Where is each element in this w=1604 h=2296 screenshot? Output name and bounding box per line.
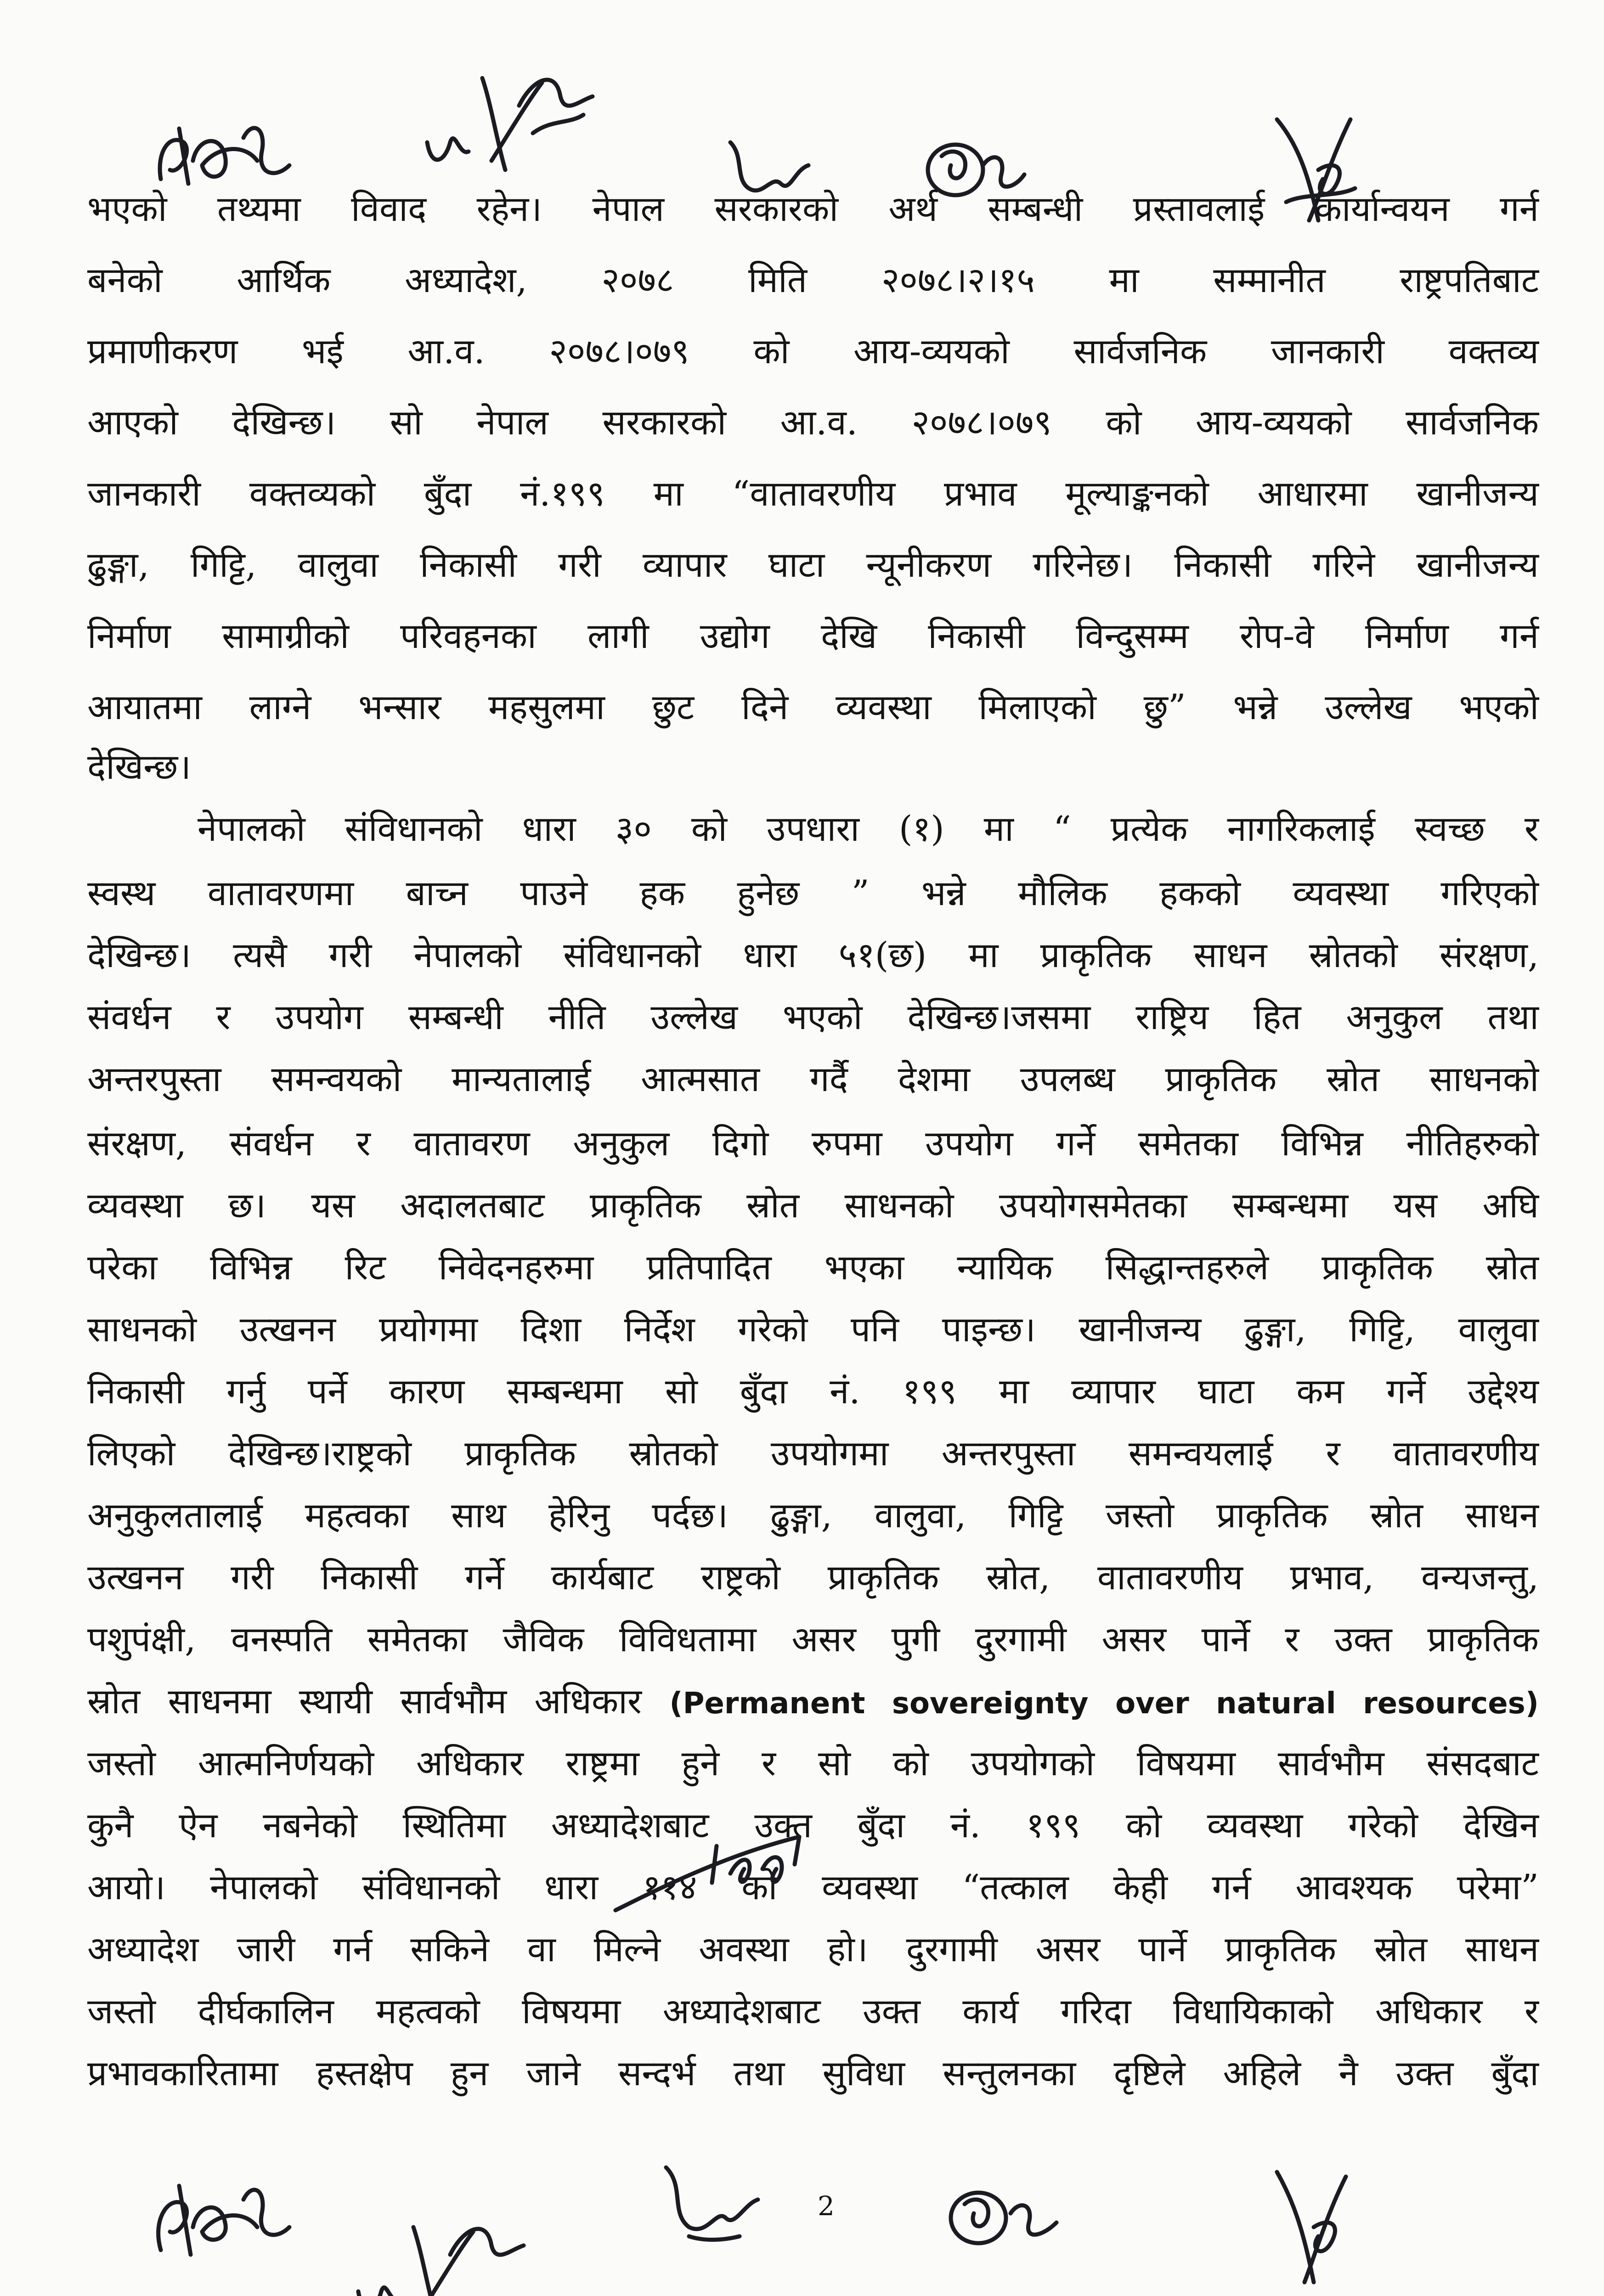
- signature-bottom-2: [349, 2204, 533, 2296]
- text-line: अनुकुलतालाई महत्वका साथ हेरिनु पर्दछ। ढुङ्गा, वालुवा, गिट्टि जस्तो प्राकृतिक स्रोत साधन: [87, 1495, 1539, 1536]
- text-line: कुनै ऐन नबनेको स्थितिमा अध्यादेशबाट उक्त बुँदा नं. १९९ को व्यवस्था गरेको देखिन: [87, 1805, 1539, 1846]
- handwritten-correction: [606, 1828, 845, 1919]
- text-line-mixed: [87, 1676, 1539, 1729]
- signature-top-2: [413, 51, 606, 179]
- text-line: ढुङ्गा, गिट्टि, वालुवा निकासी गरी व्यापार घाटा न्यूनीकरण गरिनेछ। निकासी गरिने खानीजन्य: [87, 544, 1539, 585]
- text-line: उत्खनन गरी निकासी गर्ने कार्यबाट राष्ट्रको प्राकृतिक स्रोत, वातावरणीय प्रभाव, वन्यजन्तु,: [87, 1557, 1539, 1598]
- text-line: लिएको देखिन्छ।राष्ट्रको प्राकृतिक स्रोतको उपयोगमा अन्तरपुस्ता समन्वयलाई र वातावरणीय: [87, 1433, 1539, 1474]
- text-span: स्रोत साधनमा स्थायी सार्वभौम अधिकार: [87, 1681, 670, 1722]
- text-line: अध्यादेश जारी गर्न सकिने वा मिल्ने अवस्था हो। दुरगामी असर पार्ने प्राकृतिक स्रोत साधन: [87, 1929, 1539, 1970]
- text-line: पशुपंक्षी, वनस्पति समेतका जैविक विविधतामा असर पुगी दुरगामी असर पार्ने र उक्त प्राकृतिक: [87, 1619, 1539, 1660]
- page-number: 2: [818, 2190, 835, 2222]
- text-line: नेपालको संविधानको धारा ३० को उपधारा (१) मा “ प्रत्येक नागरिकलाई स्वच्छ र: [198, 808, 1539, 849]
- text-line: आएको देखिन्छ। सो नेपाल सरकारको आ.व. २०७८।०७९ को आय-व्ययको सार्वजनिक: [87, 402, 1539, 443]
- text-line: आयो। नेपालको संविधानको धारा ११४ को व्यवस्था “तत्काल केही गर्न आवश्यक परेमा”: [87, 1867, 1539, 1908]
- text-line: जस्तो दीर्घकालिन महत्वको विषयमा अध्यादेशबाट उक्त कार्य गरिदा विधायिकाको अधिकार र: [87, 1991, 1539, 2032]
- text-line: स्वस्थ वातावरणमा बाच्न पाउने हक हुनेछ ” भन्ने मौलिक हकको व्यवस्था गरिएको: [87, 872, 1539, 913]
- text-line: जानकारी वक्तव्यको बुँदा नं.१९९ मा “वातावरणीय प्रभाव मूल्याङ्कनको आधारमा खानीजन्य: [87, 473, 1539, 514]
- text-line: भएको तथ्यमा विवाद रहेन। नेपाल सरकारको अर्थ सम्बन्धी प्रस्तावलाई कार्यान्वयन गर्न: [87, 188, 1539, 229]
- text-line: अन्तरपुस्ता समन्वयको मान्यतालाई आत्मसात गर्दै देशमा उपलब्ध प्राकृतिक स्रोत साधनको: [87, 1058, 1539, 1099]
- text-line: प्रमाणीकरण भई आ.व. २०७८।०७९ को आय-व्ययको सार्वजनिक जानकारी वक्तव्य: [87, 331, 1539, 371]
- text-line: जस्तो आत्मनिर्णयको अधिकार राष्ट्रमा हुने र सो को उपयोगको विषयमा सार्वभौम संसदबाट: [87, 1743, 1539, 1784]
- text-line: देखिन्छ। त्यसै गरी नेपालको संविधानको धारा ५१(छ) मा प्राकृतिक साधन स्रोतको संरक्षण,: [87, 934, 1539, 975]
- text-line: बनेको आर्थिक अध्यादेश, २०७८ मिति २०७८।२।१५ मा सम्मानीत राष्ट्रपतिबाट: [87, 259, 1539, 300]
- text-line: परेका विभिन्न रिट निवेदनहरुमा प्रतिपादित भएका न्यायिक सिद्धान्तहरुले प्राकृतिक स्रोत: [87, 1247, 1539, 1288]
- text-line: देखिन्छ।: [87, 746, 192, 787]
- signature-bottom-1: [147, 2167, 299, 2264]
- text-line: प्रभावकारितामा हस्तक्षेप हुन जाने सन्दर्भ तथा सुविधा सन्तुलनका दृष्टिले अहिले नै उक्त बुँदा: [87, 2053, 1539, 2093]
- text-line: निकासी गर्नु पर्ने कारण सम्बन्धमा सो बुँदा नं. १९९ मा व्यापार घाटा कम गर्ने उद्देश्य: [87, 1371, 1539, 1412]
- text-line: निर्माण सामाग्रीको परिवहनका लागी उद्योग देखि निकासी विन्दुसम्म रोप-वे निर्माण गर्न: [87, 615, 1539, 656]
- text-line: साधनको उत्खनन प्रयोगमा दिशा निर्देश गरेको पनि पाइन्छ। खानीजन्य ढुङ्गा, गिट्टि, वालुवा: [87, 1309, 1539, 1350]
- signature-bottom-5: [1259, 2163, 1369, 2291]
- text-line: संवर्धन र उपयोग सम्बन्धी नीति उल्लेख भएको देखिन्छ।जसमा राष्ट्रिय हित अनुकुल तथा: [87, 996, 1539, 1037]
- text-line: व्यवस्था छ। यस अदालतबाट प्राकृतिक स्रोत साधनको उपयोगसमेतका सम्बन्धमा यस अघि: [87, 1185, 1539, 1226]
- english-phrase: (Permanent sovereignty over natural resources): [669, 1687, 1539, 1721]
- signature-bottom-3: [652, 2149, 772, 2250]
- text-line: आयातमा लाग्ने भन्सार महसुलमा छुट दिने व्यवस्था मिलाएको छु” भन्ने उल्लेख भएको: [87, 687, 1539, 727]
- signature-bottom-4: [937, 2177, 1066, 2259]
- text-line: संरक्षण, संवर्धन र वातावरण अनुकुल दिगो रुपमा उपयोग गर्ने समेतका विभिन्न नीतिहरुको: [87, 1123, 1539, 1164]
